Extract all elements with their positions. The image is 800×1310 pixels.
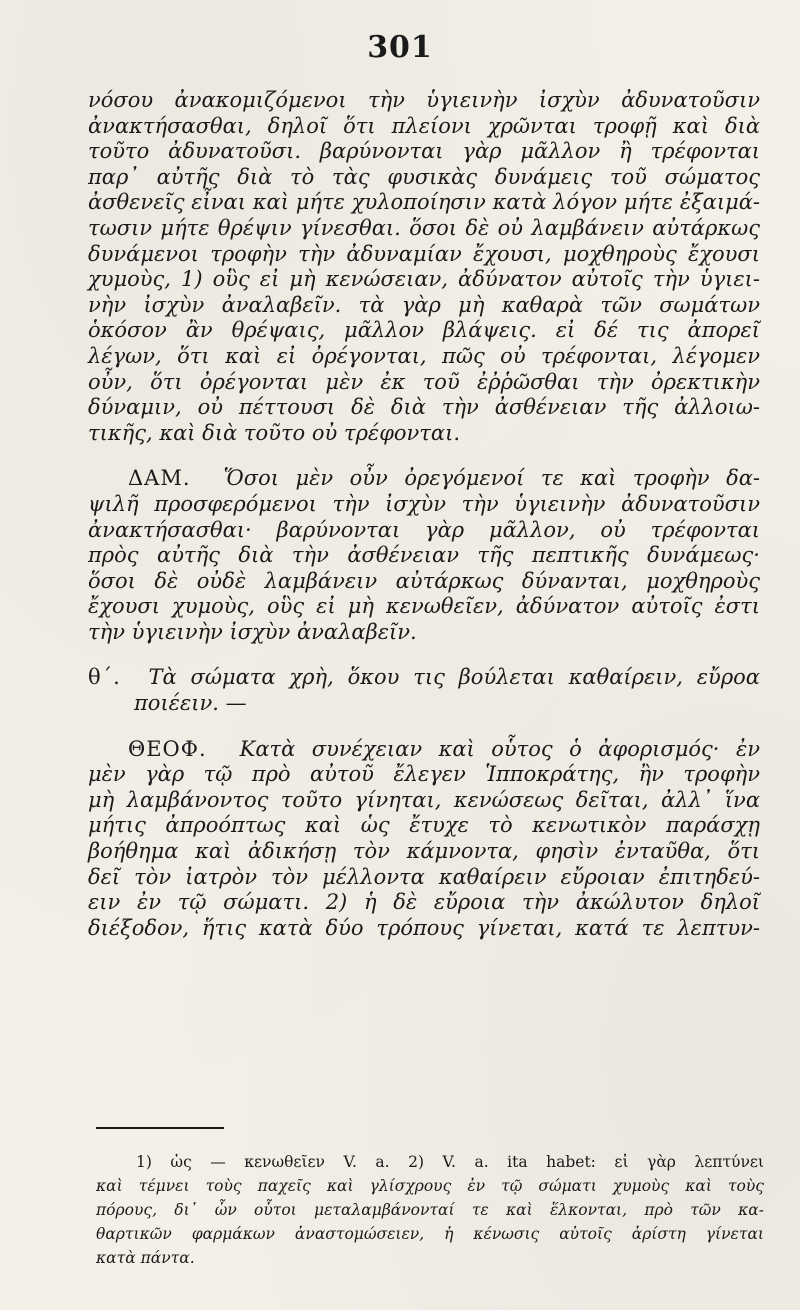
text-line: δυνάμενοι τροφὴν τὴν ἀδυναμίαν ἔχουσι, μοχθηροὺς ἔχουσι bbox=[88, 241, 760, 266]
text-line bbox=[88, 737, 760, 763]
text-line: νὴν ἰσχὺν ἀναλαβεῖν. τὰ γὰρ μὴ καθαρὰ τῶν σωμάτων bbox=[88, 292, 760, 317]
text-line: ειν ἐν τῷ σώματι. 2) ἡ δὲ εὔροια τὴν ἀκώλυτον δηλοῖ bbox=[88, 890, 760, 915]
footnote-line: 1) ὡς — κενωθεῖεν V. a. 2) V. a. ita habet: εἰ γὰρ λεπτύνει bbox=[136, 1153, 764, 1171]
text-line: οὖν, ὅτι ὀρέγονται μὲν ἐκ τοῦ ἐῤῥῶσθαι τὴν ὀρεκτικὴν bbox=[88, 369, 760, 394]
text-line: λέγων, ὅτι καὶ εἰ ὀρέγονται, πῶς οὐ τρέφονται, λέγομεν bbox=[88, 343, 760, 368]
text-line: νόσου ἀνακομιζόμενοι τὴν ὑγιεινὴν ἰσχὺν ἀδυνατοῦσιν bbox=[88, 88, 760, 112]
speaker-label: ΔΑΜ. bbox=[128, 466, 191, 491]
text-line bbox=[88, 665, 760, 691]
footnote-divider bbox=[96, 1127, 224, 1129]
text-line: μήτις ἀπροόπτως καὶ ὡς ἔτυχε τὸ κενωτικὸν παράσχῃ bbox=[88, 813, 760, 838]
main-text bbox=[88, 88, 760, 941]
text-line: χυμοὺς, 1) οὓς εἰ μὴ κενώσειαν, ἀδύνατον αὐτοῖς τὴν ὑγιει- bbox=[88, 267, 760, 292]
text-line: ἀνακτήσασθαι, δηλοῖ ὅτι πλείονι χρῶνται τροφῇ καὶ διὰ bbox=[88, 113, 760, 138]
text-line: ποιέειν. — bbox=[134, 691, 247, 716]
text-line: δεῖ τὸν ἰατρὸν τὸν μέλλοντα καθαίρειν εὔροιαν ἐπιτηδεύ- bbox=[88, 864, 760, 889]
footnote-line: πόρους, δι᾽ ὧν οὗτοι μεταλαμβάνονταί τε καὶ ἕλκονται, πρὸ τῶν κα- bbox=[96, 1201, 764, 1219]
text-line: μὲν γὰρ τῷ πρὸ αὐτοῦ ἔλεγεν Ἱπποκράτης, ἢν τροφὴν bbox=[88, 762, 760, 787]
footnote-line: καὶ τέμνει τοὺς παχεῖς καὶ γλίσχρους ἐν τῷ σώματι χυμοὺς καὶ τοὺς bbox=[96, 1177, 764, 1195]
paragraph-4 bbox=[88, 737, 760, 942]
text-fragment: Ὅσοι μὲν οὖν ὀρεγόμενοί τε καὶ τροφὴν δα- bbox=[223, 466, 760, 491]
text-fragment: Τὰ σώματα χρὴ, ὅκου τις βούλεται καθαίρειν, εὔροα bbox=[148, 665, 760, 690]
text-line: ὅσοι δὲ οὐδὲ λαμβάνειν αὐτάρκως δύνανται, μοχθηροὺς bbox=[88, 568, 760, 593]
text-line: ὁκόσον ἂν θρέψαις, μᾶλλον βλάψεις. εἰ δέ τις ἀπορεῖ bbox=[88, 318, 760, 343]
footnote-line: κατὰ πάντα. bbox=[96, 1249, 195, 1267]
text-fragment: Κατὰ συνέχειαν καὶ οὗτος ὁ ἀφορισμός· ἐν bbox=[239, 736, 761, 761]
text-line: τικῆς, καὶ διὰ τοῦτο οὐ τρέφονται. bbox=[88, 420, 461, 445]
paragraph-1 bbox=[88, 88, 760, 446]
text-line bbox=[88, 466, 760, 492]
text-line: ψιλῆ προσφερόμενοι τὴν ἰσχὺν τὴν ὑγιεινὴν ἀδυνατοῦσιν bbox=[88, 491, 760, 516]
aphorism-number: θ΄. bbox=[88, 665, 121, 690]
text-line: βοήθημα καὶ ἀδικήσῃ τὸν κάμνοντα, φησὶν ἐνταῦθα, ὅτι bbox=[88, 839, 760, 864]
text-line: ἔχουσι χυμοὺς, οὓς εἰ μὴ κενωθεῖεν, ἀδύνατον αὐτοῖς ἐστι bbox=[88, 594, 760, 619]
paragraph-3 bbox=[88, 665, 760, 716]
text-line: πρὸς αὐτῆς διὰ τὴν ἀσθένειαν τῆς πεπτικῆς δυνάμεως· bbox=[88, 543, 760, 568]
text-line: ἀνακτήσασθαι· βαρύνονται γὰρ μᾶλλον, οὐ τρέφονται bbox=[88, 517, 760, 542]
text-line: διέξοδον, ἥτις κατὰ δύο τρόπους γίνεται, κατά τε λεπτυν- bbox=[88, 915, 760, 940]
text-line: τοῦτο ἀδυνατοῦσι. βαρύνονται γὰρ μᾶλλον ἢ τρέφονται bbox=[88, 139, 760, 164]
footnote-line: θαρτικῶν φαρμάκων ἀναστομώσειεν, ἡ κένωσις αὐτοῖς ἀρίστη γίνεται bbox=[96, 1225, 764, 1243]
speaker-label: ΘΕΟΦ. bbox=[128, 736, 207, 761]
text-line: τωσιν μήτε θρέψιν γίνεσθαι. ὅσοι δὲ οὐ λαμβάνειν αὐτάρκως bbox=[88, 215, 760, 240]
text-line: παρ᾽ αὐτῆς διὰ τὸ τὰς φυσικὰς δυνάμεις τοῦ σώματος bbox=[88, 164, 760, 189]
text-line: ἀσθενεῖς εἶναι καὶ μήτε χυλοποίησιν κατὰ λόγον μήτε ἐξαιμά- bbox=[88, 190, 760, 215]
paragraph-2 bbox=[88, 466, 760, 645]
footnotes bbox=[96, 1150, 764, 1270]
page-number: 301 bbox=[367, 30, 433, 65]
text-line: μὴ λαμβάνοντος τοῦτο γίνηται, κενώσεως δεῖται, ἀλλ᾽ ἵνα bbox=[88, 787, 760, 812]
text-line: δύναμιν, οὐ πέττουσι δὲ διὰ τὴν ἀσθένειαν τῆς ἀλλοιω- bbox=[88, 395, 760, 420]
text-line: τὴν ὑγιεινὴν ἰσχὺν ἀναλαβεῖν. bbox=[88, 619, 417, 644]
